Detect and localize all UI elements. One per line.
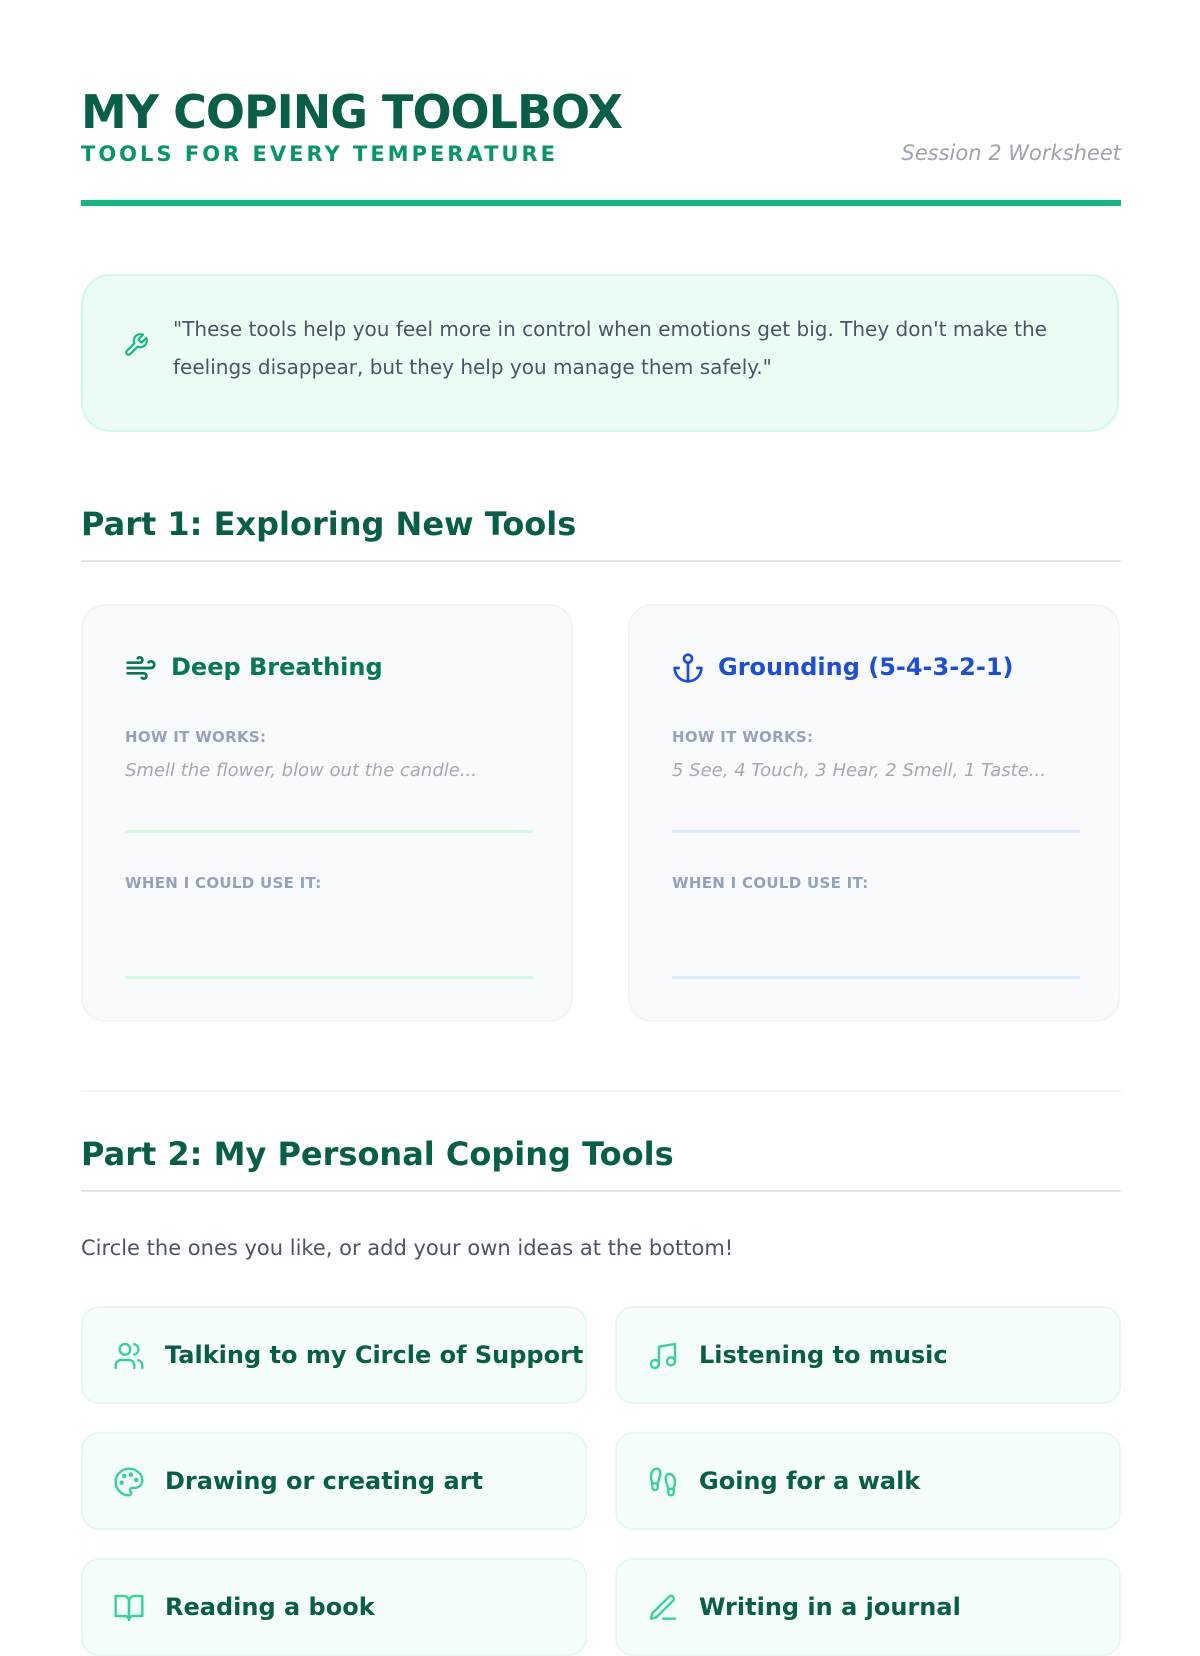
- how-it-works-hint: Smell the flower, blow out the candle...: [125, 760, 477, 781]
- intro-quote-text: "These tools help you feel more in control when emotions get big. They don't make the feelings disappear, but they help you manage them safely.": [173, 317, 1047, 379]
- when-label: WHEN I COULD USE IT:: [125, 874, 322, 892]
- pen-icon: [647, 1592, 679, 1624]
- tool-option-journal[interactable]: [615, 1558, 1121, 1656]
- how-it-works-label: HOW IT WORKS:: [125, 728, 267, 746]
- tool-option-music[interactable]: [615, 1306, 1121, 1404]
- when-answer-line[interactable]: [125, 976, 533, 979]
- tool-option-label: Reading a book: [165, 1593, 375, 1621]
- header-divider: [81, 200, 1121, 206]
- tool-option-reading[interactable]: [81, 1558, 587, 1656]
- how-it-works-label: HOW IT WORKS:: [672, 728, 814, 746]
- session-label: Session 2 Worksheet: [901, 141, 1121, 165]
- tool-option-label: Writing in a journal: [699, 1593, 961, 1621]
- tool-option-circle-of-support[interactable]: [81, 1306, 587, 1404]
- card-title: Deep Breathing: [171, 653, 383, 681]
- footprints-icon: [647, 1466, 679, 1498]
- music-icon: [647, 1340, 679, 1372]
- tool-card-grounding: [628, 604, 1120, 1022]
- tool-option-walk[interactable]: [615, 1432, 1121, 1530]
- wrench-icon: [123, 332, 149, 358]
- part2-rule: [81, 1190, 1121, 1192]
- users-icon: [113, 1340, 145, 1372]
- section-divider: [81, 1090, 1121, 1092]
- tool-option-label: Going for a walk: [699, 1467, 921, 1495]
- book-icon: [113, 1592, 145, 1624]
- page-header: [81, 84, 1121, 208]
- part2-instructions: Circle the ones you like, or add your own ideas at the bottom!: [81, 1236, 734, 1260]
- tool-option-label: Listening to music: [699, 1341, 948, 1369]
- card-title: Grounding (5-4-3-2-1): [718, 653, 1014, 681]
- part2-heading: Part 2: My Personal Coping Tools: [81, 1135, 674, 1173]
- tool-option-label: Talking to my Circle of Support: [165, 1341, 584, 1369]
- tool-option-art[interactable]: [81, 1432, 587, 1530]
- intro-quote-box: [81, 274, 1119, 432]
- part1-heading: Part 1: Exploring New Tools: [81, 505, 577, 543]
- tool-option-label: Drawing or creating art: [165, 1467, 484, 1495]
- how-it-works-hint: 5 See, 4 Touch, 3 Hear, 2 Smell, 1 Taste...: [672, 760, 1046, 781]
- page-title: MY COPING TOOLBOX: [81, 85, 622, 139]
- palette-icon: [113, 1466, 145, 1498]
- when-label: WHEN I COULD USE IT:: [672, 874, 869, 892]
- anchor-icon: [672, 652, 704, 684]
- how-it-works-answer-line[interactable]: [125, 830, 533, 833]
- wind-icon: [125, 652, 157, 684]
- part1-rule: [81, 560, 1121, 562]
- tool-card-deep-breathing: [81, 604, 573, 1022]
- how-it-works-answer-line[interactable]: [672, 830, 1080, 833]
- page-subtitle: TOOLS FOR EVERY TEMPERATURE: [81, 142, 558, 166]
- when-answer-line[interactable]: [672, 976, 1080, 979]
